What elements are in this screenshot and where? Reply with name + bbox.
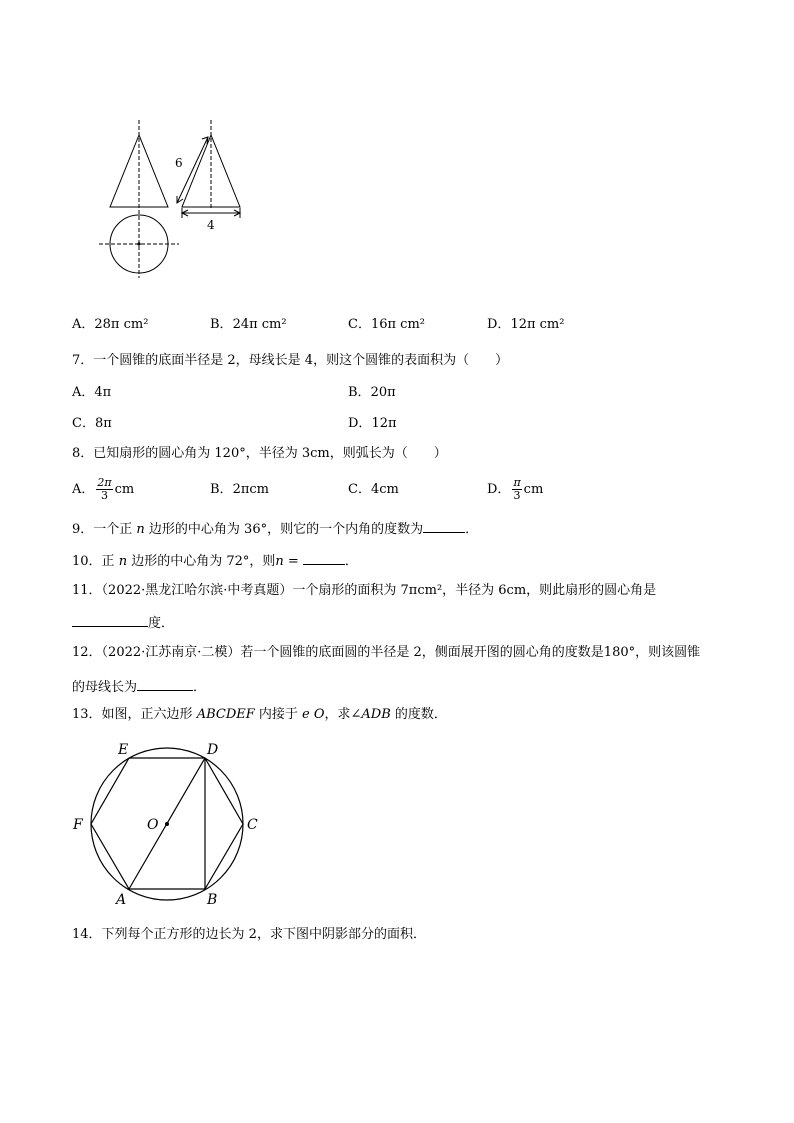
q9-end: ． [465,522,479,537]
q8-option-a [72,474,134,506]
q7-option-a [72,385,111,401]
fraction-numerator: 2π [97,476,112,489]
option-label: A． [72,317,95,332]
q13-pre: 13．如图，正六边形 [72,707,197,722]
option-text: 4π [94,385,112,400]
center-label-O: O [147,817,159,833]
slant-dimension-line [177,137,208,203]
option-label: D． [487,482,511,497]
q9-var: n [136,522,145,537]
fraction-denominator: 3 [513,489,521,502]
q12-line1: 12．（2022·江苏南京·二模）若一个圆锥的底面圆的半径是 2，侧面展开图的圆心角的度数是180°，则该圆锥 [72,645,701,660]
q9-pre: 9．一个正 [72,522,137,537]
q11-answer-blank[interactable] [72,613,148,627]
vertex-label-A: A [116,892,127,908]
option-label: A． [72,482,95,497]
q7-option-d [348,416,397,432]
q12-end: ． [193,680,207,695]
q8-option-d [487,474,543,506]
fraction [512,477,521,502]
q12-line2-pre: 的母线长为 [72,680,138,695]
q10-pre: 10．正 [72,554,119,569]
q6-option-c [348,317,425,333]
option-text: 16π cm² [370,317,425,332]
q7-stem: 7．一个圆锥的底面半径是 2，母线长是 4，则这个圆锥的表面积为（ ） [72,353,509,368]
vertex-label-D: D [207,742,219,758]
q11-line2 [72,613,174,632]
option-label: C． [72,416,95,431]
vertex-label-F: F [73,817,83,833]
q10-mid: 边形的中心角为 72°，则 [127,554,276,569]
option-label: D． [348,416,372,431]
option-text: 12π [371,416,397,431]
q13-text [72,707,447,723]
q6-option-b [210,317,287,333]
option-label: A． [72,385,95,400]
cone-three-view-figure [95,115,265,285]
q8-option-b [210,482,269,498]
q7-option-b [348,385,396,401]
option-unit: cm [114,482,135,497]
q10-var: n [118,554,128,569]
option-label: B． [210,482,233,497]
q12-line2 [72,677,206,696]
q9-answer-blank[interactable] [423,519,465,533]
fraction-denominator: 3 [101,489,108,502]
q12-answer-blank[interactable] [137,677,193,691]
q10-var2: n [275,554,284,569]
q13-angle: ∠ADB [350,707,391,722]
q6-option-d [487,317,564,333]
top-view-center-dot [137,242,140,245]
q13-mid: 内接于 [254,707,303,722]
q8-option-c [348,482,399,498]
fraction-numerator: π [513,476,521,489]
q10-answer-blank[interactable] [303,551,345,565]
option-text: 12π cm² [510,317,565,332]
option-label: B． [210,317,233,332]
option-text: 28π cm² [94,317,149,332]
vertex-label-C: C [247,817,258,833]
option-text: 8π [94,416,112,431]
q6-option-a [72,317,148,333]
q9-post: 边形的中心角为 36°，则它的一个内角的度数为 [144,522,424,537]
q11-end: 度． [148,616,175,631]
q13-end: 的度数． [390,707,447,722]
base-label: 4 [207,218,215,232]
q10-end: ． [344,554,358,569]
center-point [165,822,169,826]
option-text: 20π [370,385,396,400]
slant-label: 6 [175,156,183,170]
option-text: 2πcm [232,482,269,497]
q10-text [72,551,358,570]
vertex-label-B: B [207,892,218,908]
option-text: 24π cm² [232,317,287,332]
q13-mid2: ，求 [324,707,351,722]
q9-text [72,519,478,538]
option-text: 4cm [370,482,399,497]
q14-text: 14．下列每个正方形的边长为 2，求下图中阴影部分的面积． [72,927,426,942]
q7-option-c [72,416,112,432]
hexagon-in-circle-figure [68,737,268,909]
option-unit: cm [523,482,544,497]
option-label: C． [348,317,371,332]
option-label: D． [487,317,511,332]
q8-stem: 8．已知扇形的圆心角为 120°，半径为 3cm，则弧长为（ ） [72,446,447,461]
q11-line1: 11．（2022·黑龙江哈尔滨·中考真题）一个扇形的面积为 7πcm²，半径为 6cm，则此扇形的圆心角是 [72,583,657,598]
vertex-label-E: E [118,742,129,758]
fraction [96,477,112,502]
q10-eq: = [283,554,303,569]
q13-hexagon-name: ABCDEF [196,707,255,722]
q13-circle-name: e O [302,707,325,722]
option-label: C． [348,482,371,497]
option-label: B． [348,385,371,400]
